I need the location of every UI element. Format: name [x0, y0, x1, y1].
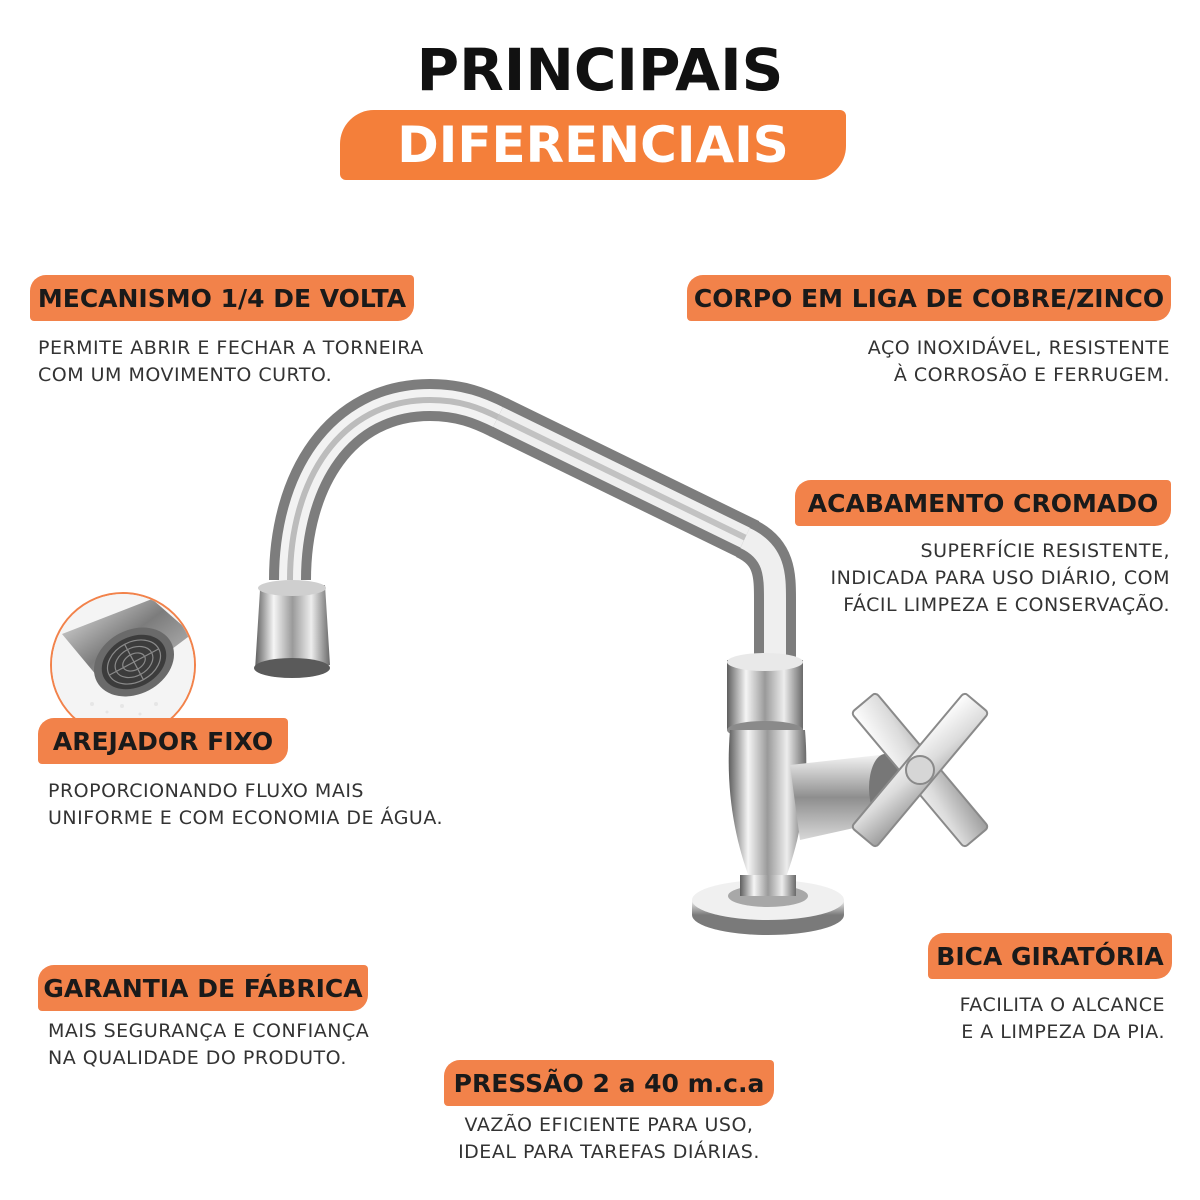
feature-desc-spout: FACILITA O ALCANCE E A LIMPEZA DA PIA.: [959, 994, 1165, 1043]
feature-desc-body: AÇO INOXIDÁVEL, RESISTENTE À CORROSÃO E FERRUGEM.: [867, 337, 1170, 386]
feature-tag-pressure: PRESSÃO 2 a 40 m.c.a: [444, 1060, 774, 1106]
feature-desc-warranty: MAIS SEGURANÇA E CONFIANÇA NA QUALIDADE DO PRODUTO.: [48, 1020, 370, 1069]
feature-tag-finish: ACABAMENTO CROMADO: [795, 480, 1171, 526]
feature-desc-mechanism: PERMITE ABRIR E FECHAR A TORNEIRA COM UM MOVIMENTO CURTO.: [38, 337, 424, 386]
feature-tag-mechanism: MECANISMO 1/4 DE VOLTA: [30, 275, 414, 321]
page-subtitle: DIFERENCIAIS: [397, 116, 789, 174]
feature-tag-spout: BICA GIRATÓRIA: [928, 933, 1172, 979]
feature-desc-aerator: PROPORCIONANDO FLUXO MAIS UNIFORME E COM ECONOMIA DE ÁGUA.: [48, 780, 444, 829]
feature-desc-pressure: VAZÃO EFICIENTE PARA USO, IDEAL PARA TAREFAS DIÁRIAS.: [458, 1114, 760, 1163]
feature-tag-aerator: AREJADOR FIXO: [38, 718, 288, 764]
feature-tag-warranty: GARANTIA DE FÁBRICA: [38, 965, 368, 1011]
feature-tag-body: CORPO EM LIGA DE COBRE/ZINCO: [687, 275, 1171, 321]
aerator-detail-image: [50, 592, 196, 738]
subtitle-banner: [340, 110, 846, 180]
page-title: PRINCIPAIS: [416, 36, 784, 104]
feature-desc-finish: SUPERFÍCIE RESISTENTE, INDICADA PARA USO DIÁRIO, COM FÁCIL LIMPEZA E CONSERVAÇÃO.: [830, 540, 1170, 616]
faucet-product-image: [230, 370, 1030, 970]
